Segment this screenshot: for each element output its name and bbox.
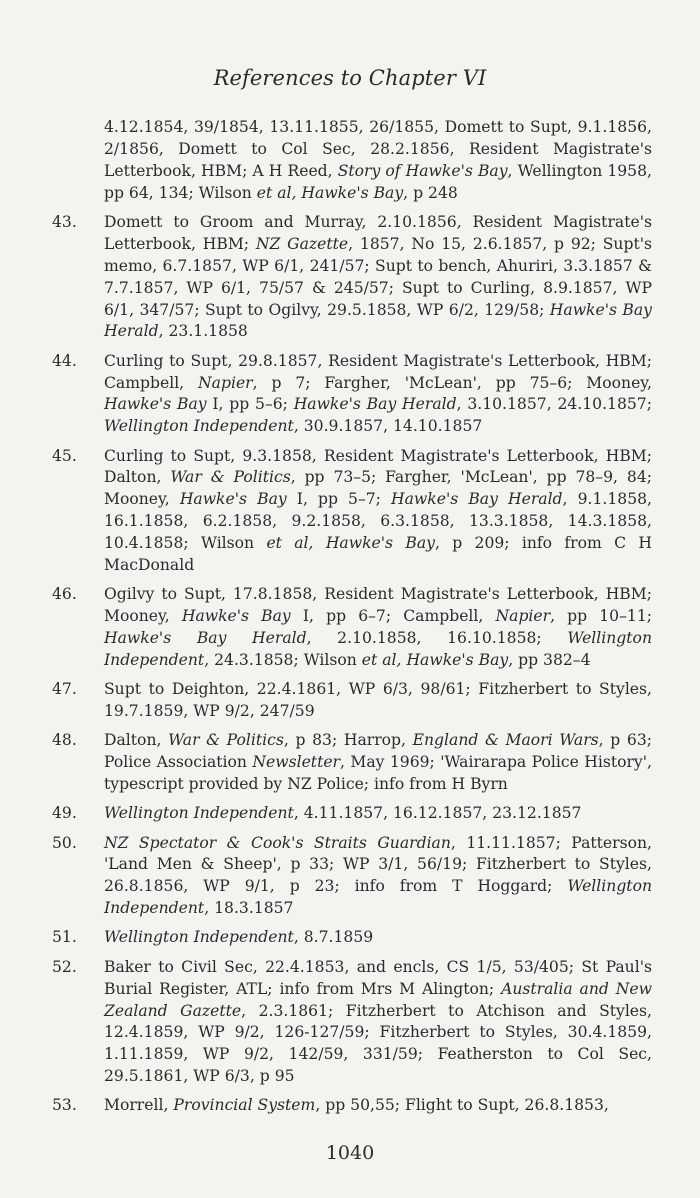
title-italic: et al, Hawke's Bay bbox=[266, 534, 435, 553]
reference-number: 49. bbox=[52, 804, 77, 823]
title-italic: Napier bbox=[495, 607, 551, 626]
reference-number: 47. bbox=[52, 680, 77, 699]
reference-number: 53. bbox=[52, 1096, 77, 1115]
reference-number: 46. bbox=[52, 585, 77, 604]
reference-list bbox=[52, 117, 653, 1125]
reference-number: 44. bbox=[52, 351, 77, 370]
title-italic: NZ Spectator & Cook's Straits Guardian bbox=[104, 833, 451, 852]
reference-text-segment: , 11.11.1857; Patterson, 'Land Men & Sheep', p 33; WP 3/1, 56/19; Fitzherbert to Styles, 26.8.1856, WP 9/1, p 23; info from T Hoggard; bbox=[104, 833, 653, 896]
title-italic: Hawke's Bay bbox=[104, 395, 207, 414]
reference-text-segment: , 8.7.1859 bbox=[293, 928, 374, 947]
reference-text bbox=[104, 117, 652, 205]
reference-text bbox=[104, 446, 652, 577]
reference-number: 43. bbox=[52, 212, 77, 231]
reference-number: 52. bbox=[52, 957, 77, 976]
reference-text bbox=[104, 584, 652, 672]
title-italic: Wellington Independent bbox=[104, 629, 652, 670]
title-italic: Newsletter bbox=[252, 753, 341, 772]
reference-text bbox=[104, 1095, 652, 1117]
reference-entry bbox=[52, 679, 652, 723]
title-italic: Wellington Independent bbox=[104, 877, 652, 918]
reference-text-segment: Baker to Civil Sec, 22.4.1853, and encls, CS 1/5, 53/405; St Paul's Burial Register, ATL; info from Mrs M Alington; bbox=[104, 957, 652, 998]
title-italic: et al, Hawke's Bay bbox=[361, 651, 509, 670]
reference-text-segment: , p 209; info from C H MacDonald bbox=[104, 534, 652, 575]
title-italic: Hawke's Bay Herald bbox=[104, 300, 652, 341]
title-italic: et al, Hawke's Bay bbox=[256, 183, 404, 202]
reference-text-segment: Curling to Supt, 29.8.1857, Resident Magistrate's Letterbook, HBM; Campbell, bbox=[104, 351, 652, 392]
reference-text-segment: Ogilvy to Supt, 17.8.1858, Resident Magistrate's Letterbook, HBM; Mooney, bbox=[104, 585, 652, 626]
title-italic: Hawke's Bay Herald bbox=[104, 629, 307, 648]
reference-entry bbox=[52, 730, 652, 796]
reference-number: 50. bbox=[52, 833, 77, 852]
reference-entry bbox=[52, 927, 652, 949]
title-italic: Provincial System bbox=[173, 1096, 316, 1115]
reference-text-segment: , p 63; Police Association bbox=[104, 731, 652, 772]
running-header: References to Chapter VI bbox=[213, 66, 487, 90]
reference-text-segment: , Wellington 1958, pp 64, 134; Wilson bbox=[104, 161, 652, 202]
reference-entry bbox=[52, 212, 653, 343]
reference-number: 48. bbox=[52, 731, 77, 750]
reference-text-segment: , 4.11.1857, 16.12.1857, 23.12.1857 bbox=[293, 804, 582, 823]
title-italic: Hawke's Bay bbox=[179, 490, 287, 509]
reference-text-segment: , pp 50,55; Flight to Supt, 26.8.1853, bbox=[315, 1096, 609, 1115]
reference-text-segment: , pp 382–4 bbox=[508, 651, 591, 670]
reference-entry bbox=[52, 833, 653, 921]
reference-entry bbox=[52, 351, 652, 439]
title-italic: Napier bbox=[198, 373, 253, 392]
reference-entry bbox=[52, 803, 652, 825]
title-italic: Australia and New Zealand Gazette bbox=[104, 979, 652, 1020]
title-italic: War & Politics bbox=[170, 468, 291, 487]
reference-entry bbox=[104, 117, 652, 205]
reference-text-segment: , p 248 bbox=[403, 183, 458, 202]
title-italic: Wellington Independent bbox=[104, 928, 294, 947]
reference-text bbox=[104, 957, 652, 1088]
reference-text bbox=[104, 679, 652, 723]
title-italic: Hawke's Bay Herald bbox=[391, 490, 563, 509]
title-italic: War & Politics bbox=[168, 731, 284, 750]
reference-text-segment: I, pp 6–7; Campbell, bbox=[290, 607, 496, 626]
reference-text-segment: Domett to Groom and Murray, 2.10.1856, Resident Magistrate's Letterbook, HBM; bbox=[104, 212, 652, 253]
reference-text-segment: , 3.10.1857, 24.10.1857; bbox=[456, 395, 652, 414]
reference-text-segment: , p 7; Fargher, 'McLean', pp 75–6; Mooney, bbox=[252, 373, 652, 392]
reference-text bbox=[104, 730, 652, 796]
title-italic: England & Maori Wars bbox=[412, 731, 599, 750]
reference-entry bbox=[52, 584, 653, 672]
reference-text-segment: 4.12.1854, 39/1854, 13.11.1855, 26/1855, Domett to Supt, 9.1.1856, 2/1856, Domett to Col Sec, 28.2.1856, Resident Magistrate's Letterbook, HBM; A H Reed, bbox=[104, 118, 652, 180]
reference-text bbox=[104, 212, 652, 343]
reference-text-segment: I, pp 5–6; bbox=[206, 395, 294, 414]
reference-text-segment: , 9.1.1858, 16.1.1858, 6.2.1858, 9.2.1858, 6.3.1858, 13.3.1858, 14.3.1858, 10.4.1858; Wilson bbox=[104, 490, 652, 553]
reference-text-segment: , 23.1.1858 bbox=[158, 322, 248, 341]
title-italic: Wellington Independent bbox=[104, 804, 294, 823]
reference-number: 51. bbox=[52, 928, 77, 947]
reference-text-segment: , 1857, No 15, 2.6.1857, p 92; Supt's memo, 6.7.1857, WP 6/1, 241/57; Supt to bench, Ahuriri, 3.3.1857 & 7.7.1857, WP 6/1, 75/57 & 245/57; Supt to Curling, 8.9.1857, WP 6/1, 347/57; Supt to Ogilvy, 29.5.1858, WP 6/2, 129/58; bbox=[104, 234, 653, 319]
reference-text-segment: , 2.10.1858, 16.10.1858; bbox=[306, 629, 568, 648]
reference-text-segment: Morrell, bbox=[104, 1096, 174, 1115]
reference-entry bbox=[52, 957, 652, 1088]
reference-text bbox=[104, 351, 652, 439]
reference-text-segment: , 30.9.1857, 14.10.1857 bbox=[293, 417, 483, 436]
reference-text-segment: I, pp 5–7; bbox=[286, 490, 392, 509]
title-italic: Story of Hawke's Bay bbox=[337, 161, 508, 180]
reference-entry bbox=[52, 446, 652, 577]
reference-entry bbox=[52, 1095, 652, 1117]
reference-text-segment: , May 1969; 'Wairarapa Police History', typescript provided by NZ Police; info from H Byrn bbox=[104, 753, 652, 794]
title-italic: Hawke's Bay Herald bbox=[293, 395, 457, 414]
reference-text-segment: , 2.3.1861; Fitzherbert to Atchison and Styles, 12.4.1859, WP 9/2, 126-127/59; Fitzherbert to Styles, 30.4.1859, 1.11.1859, WP 9/2, 142/59, 331/59; Featherston to Col Sec, 29.5.1861, WP 6/3, p 95 bbox=[104, 1001, 652, 1086]
reference-text-segment: , pp 10–11; bbox=[550, 607, 653, 626]
title-italic: NZ Gazette bbox=[255, 234, 349, 253]
page-number: 1040 bbox=[325, 1142, 375, 1164]
reference-text-segment: Curling to Supt, 9.3.1858, Resident Magistrate's Letterbook, HBM; Dalton, bbox=[104, 446, 652, 487]
title-italic: Hawke's Bay bbox=[181, 607, 291, 626]
reference-text bbox=[104, 803, 652, 825]
reference-number: 45. bbox=[52, 446, 77, 465]
reference-text-segment: Dalton, bbox=[104, 731, 169, 750]
reference-text-segment: , 18.3.1857 bbox=[204, 899, 294, 918]
title-italic: Wellington Independent bbox=[104, 417, 294, 436]
reference-text-segment: , p 83; Harrop, bbox=[283, 731, 413, 750]
reference-text-segment: , pp 73–5; Fargher, 'McLean', pp 78–9, 84; Mooney, bbox=[104, 468, 652, 509]
reference-text bbox=[104, 927, 652, 949]
reference-text-segment: Supt to Deighton, 22.4.1861, WP 6/3, 98/61; Fitzherbert to Styles, 19.7.1859, WP 9/2, 247/59 bbox=[104, 680, 652, 721]
reference-text bbox=[104, 833, 652, 921]
reference-text-segment: , 24.3.1858; Wilson bbox=[204, 651, 362, 670]
